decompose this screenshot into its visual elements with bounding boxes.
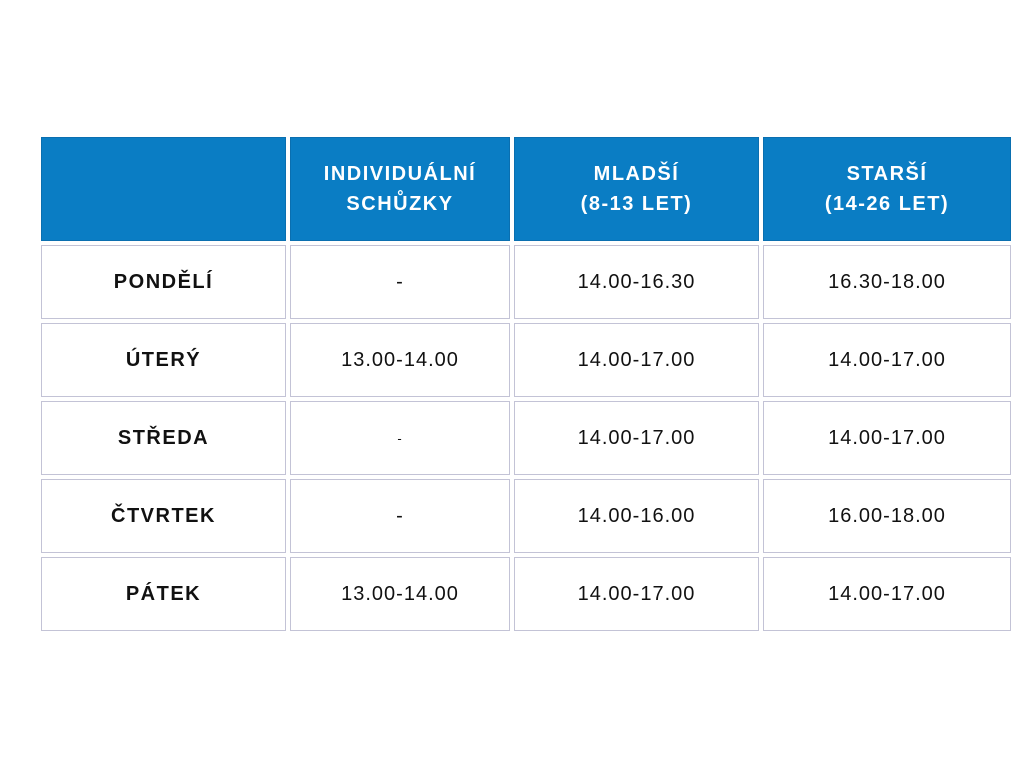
header-younger-line2: (8-13 LET) — [580, 193, 693, 215]
younger-cell-wednesday: 14.00-17.00 — [514, 401, 759, 475]
day-cell-tuesday: ÚTERÝ — [41, 323, 286, 397]
older-cell-friday: 14.00-17.00 — [763, 557, 1011, 631]
younger-cell-thursday: 14.00-16.00 — [514, 479, 759, 553]
individual-cell-friday: 13.00-14.00 — [290, 557, 510, 631]
younger-cell-tuesday: 14.00-17.00 — [514, 323, 759, 397]
older-cell-monday: 16.30-18.00 — [763, 245, 1011, 319]
individual-cell-monday: - — [290, 245, 510, 319]
header-individual-line2: SCHŮZKY — [346, 193, 454, 215]
header-younger-line1: MLADŠÍ — [593, 163, 680, 185]
header-younger-cell — [514, 137, 759, 241]
schedule-table — [41, 137, 1011, 631]
header-older-line2: (14-26 LET) — [824, 193, 950, 215]
header-corner-cell — [41, 137, 286, 241]
day-cell-wednesday: STŘEDA — [41, 401, 286, 475]
individual-cell-tuesday: 13.00-14.00 — [290, 323, 510, 397]
older-cell-thursday: 16.00-18.00 — [763, 479, 1011, 553]
day-cell-thursday: ČTVRTEK — [41, 479, 286, 553]
day-cell-monday: PONDĚLÍ — [41, 245, 286, 319]
younger-cell-friday: 14.00-17.00 — [514, 557, 759, 631]
header-individual-line1: INDIVIDUÁLNÍ — [323, 163, 477, 185]
header-older-cell — [763, 137, 1011, 241]
older-cell-tuesday: 14.00-17.00 — [763, 323, 1011, 397]
day-cell-friday: PÁTEK — [41, 557, 286, 631]
header-older-line1: STARŠÍ — [846, 163, 928, 185]
header-individual-cell — [290, 137, 510, 241]
individual-cell-thursday: - — [290, 479, 510, 553]
younger-cell-monday: 14.00-16.30 — [514, 245, 759, 319]
individual-cell-wednesday: - — [290, 401, 510, 475]
older-cell-wednesday: 14.00-17.00 — [763, 401, 1011, 475]
